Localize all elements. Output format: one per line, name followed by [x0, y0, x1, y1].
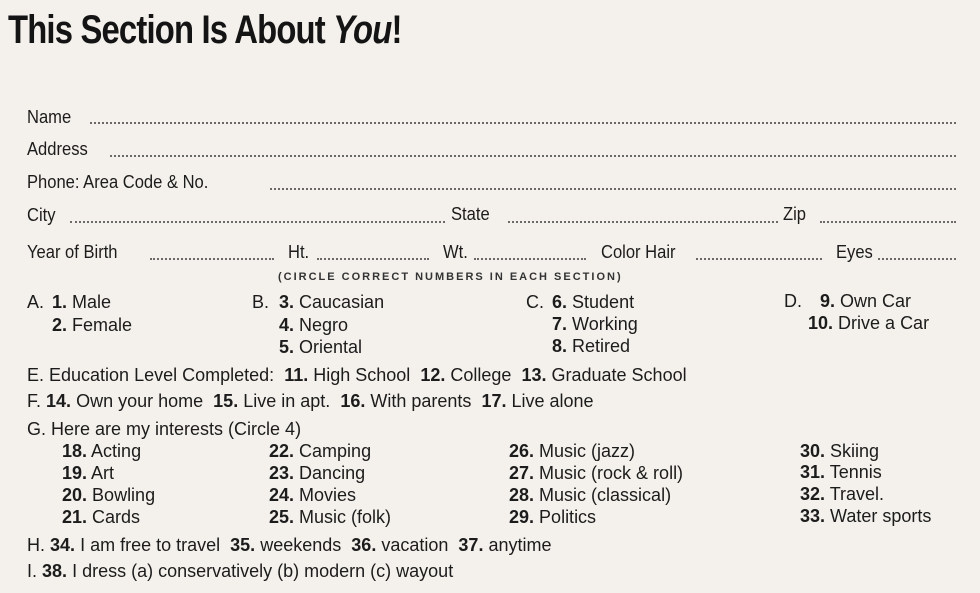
option-10[interactable]: 10. Drive a Car: [808, 313, 930, 333]
hair-field[interactable]: [696, 258, 822, 260]
section-f-row: [27, 390, 594, 412]
section-a-letter: A.: [27, 292, 45, 312]
phone-field[interactable]: [270, 188, 956, 190]
option-6[interactable]: 6. Student: [552, 292, 635, 312]
section-b-letter: B.: [252, 292, 270, 312]
interest-31[interactable]: 31. Tennis: [800, 462, 882, 482]
section-e-label: E. Education Level Completed:: [27, 365, 275, 385]
address-label: Address: [27, 139, 88, 159]
interest-25[interactable]: 25. Music (folk): [269, 507, 392, 527]
option-13[interactable]: 13. Graduate School: [521, 365, 687, 385]
option-15[interactable]: 15. Live in apt.: [213, 391, 331, 411]
option-35[interactable]: 35. weekends: [230, 535, 342, 555]
eyes-label: Eyes: [836, 242, 873, 262]
option-14[interactable]: 14. Own your home: [46, 391, 204, 411]
weight-label: Wt.: [443, 242, 468, 262]
birth-field[interactable]: [150, 258, 274, 260]
interest-24[interactable]: 24. Movies: [269, 485, 357, 505]
option-12[interactable]: 12. College: [420, 365, 512, 385]
interest-23[interactable]: 23. Dancing: [269, 463, 366, 483]
interest-33[interactable]: 33. Water sports: [800, 506, 932, 526]
option-8[interactable]: 8. Retired: [552, 336, 631, 356]
interest-30[interactable]: 30. Skiing: [800, 441, 880, 461]
interest-26[interactable]: 26. Music (jazz): [509, 441, 636, 461]
option-1[interactable]: 1. Male: [52, 292, 112, 312]
weight-field[interactable]: [474, 258, 586, 260]
state-field[interactable]: [508, 221, 778, 223]
eyes-field[interactable]: [878, 258, 956, 260]
city-field[interactable]: [70, 221, 445, 223]
option-4[interactable]: 4. Negro: [279, 315, 349, 335]
section-g-label: G. Here are my interests (Circle 4): [27, 419, 302, 439]
interest-27[interactable]: 27. Music (rock & roll): [509, 463, 684, 483]
option-2[interactable]: 2. Female: [52, 315, 133, 335]
option-37[interactable]: 37. anytime: [458, 535, 552, 555]
option-34[interactable]: 34. I am free to travel: [50, 535, 221, 555]
section-i-row: [27, 560, 453, 582]
section-f-letter: F.: [27, 391, 42, 411]
instruction-note: (CIRCLE CORRECT NUMBERS IN EACH SECTION): [278, 271, 623, 283]
option-16[interactable]: 16. With parents: [340, 391, 472, 411]
option-5[interactable]: 5. Oriental: [279, 337, 363, 357]
name-field[interactable]: [90, 122, 956, 124]
section-h-letter: H.: [27, 535, 45, 555]
state-label: State: [451, 204, 490, 224]
section-e-row: [27, 364, 687, 386]
zip-label: Zip: [783, 204, 807, 224]
interest-21[interactable]: 21. Cards: [62, 507, 141, 527]
interest-19[interactable]: 19. Art: [62, 463, 115, 483]
section-h-row: [27, 534, 552, 556]
section-i-letter: I.: [27, 561, 38, 581]
interest-22[interactable]: 22. Camping: [269, 441, 372, 461]
section-c-letter: C.: [526, 292, 544, 312]
interest-20[interactable]: 20. Bowling: [62, 485, 156, 505]
city-label: City: [27, 205, 56, 225]
option-38[interactable]: 38. I dress (a) conservatively (b) modern (c) wayout: [42, 561, 454, 581]
interest-28[interactable]: 28. Music (classical): [509, 485, 672, 505]
height-field[interactable]: [317, 258, 429, 260]
option-7[interactable]: 7. Working: [552, 314, 638, 334]
zip-field[interactable]: [820, 221, 956, 223]
phone-label: Phone: Area Code & No.: [27, 172, 209, 192]
height-label: Ht.: [288, 242, 310, 262]
interest-29[interactable]: 29. Politics: [509, 507, 597, 527]
interest-32[interactable]: 32. Travel.: [800, 484, 885, 504]
option-36[interactable]: 36. vacation: [351, 535, 449, 555]
hair-label: Color Hair: [601, 242, 676, 262]
option-9[interactable]: 9. Own Car: [820, 291, 912, 311]
section-d-letter: D.: [784, 291, 802, 311]
birth-label: Year of Birth: [27, 242, 118, 262]
page-title: This Section Is About You!: [8, 8, 402, 52]
option-3[interactable]: 3. Caucasian: [279, 292, 385, 312]
name-label: Name: [27, 107, 72, 127]
option-17[interactable]: 17. Live alone: [481, 391, 594, 411]
interest-18[interactable]: 18. Acting: [62, 441, 142, 461]
option-11[interactable]: 11. High School: [284, 365, 411, 385]
address-field[interactable]: [110, 155, 956, 157]
